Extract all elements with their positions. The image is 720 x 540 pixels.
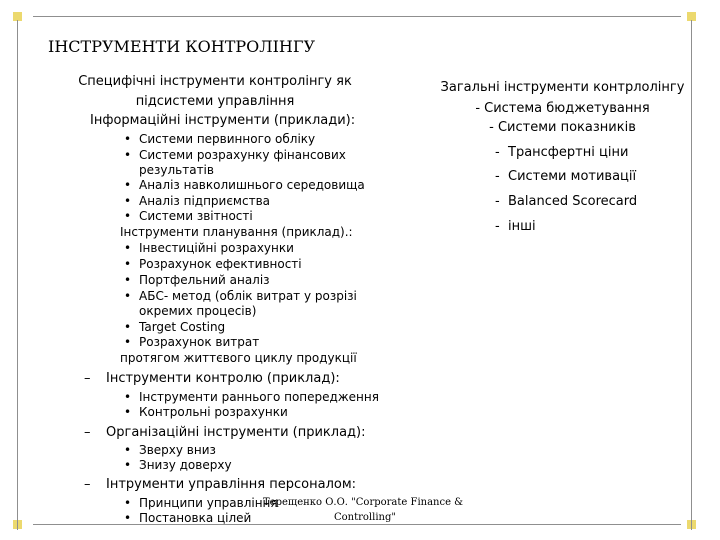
planning-item-continuation: окремих процесів) (139, 304, 257, 318)
frame-right-line (691, 20, 692, 530)
org-item: • Знизу доверху (139, 458, 232, 472)
planning-item-tail: протягом життєвого циклу продукції (120, 351, 357, 365)
control-item: • Контрольні розрахунки (139, 405, 288, 419)
info-tools-heading: Інформаційні інструменти (приклади): (90, 113, 356, 128)
citation-line1: Терещенко О.О. "Corporate Finance & (263, 497, 464, 508)
slide-title: ІНСТРУМЕНТИ КОНТРОЛІНГУ (48, 37, 316, 56)
control-item: • Інструменти раннього попередження (139, 390, 379, 404)
personnel-item: • Постановка цілей (139, 511, 251, 525)
org-item: • Зверху вниз (139, 443, 216, 457)
right-line-indicators: - Системи показників (489, 120, 636, 135)
right-line-budgeting: - Система бюджетування (475, 101, 650, 116)
info-item: • Системи звітності (139, 209, 253, 223)
personnel-item: • Принципи управління (139, 496, 278, 510)
info-item: • Аналіз навколишнього середовища (139, 178, 365, 192)
frame-top-line (33, 16, 681, 17)
info-item: • Системи розрахунку фінансових (139, 148, 346, 162)
planning-item: • Розрахунок витрат (139, 335, 259, 349)
right-item: - інші (508, 219, 536, 234)
right-item: - Balanced Scorecard (508, 194, 637, 209)
info-item: • Аналіз підприємства (139, 194, 270, 208)
right-item: - Трансфертні ціни (508, 145, 628, 160)
org-tools-heading: – Організаційні інструменти (приклад): (106, 425, 366, 440)
info-item-continuation: результатів (139, 163, 214, 177)
control-tools-heading: – Інструменти контролю (приклад): (106, 371, 340, 386)
citation-line2: Controlling" (334, 512, 396, 523)
planning-item: • АБС- метод (облік витрат у розрізі (139, 289, 357, 303)
right-item: - Системи мотивації (508, 169, 636, 184)
planning-item: • Інвестиційні розрахунки (139, 241, 294, 255)
planning-item: • Розрахунок ефективності (139, 257, 302, 271)
planning-item: • Target Costing (139, 320, 225, 334)
personnel-tools-heading: – Інтрументи управління персоналом: (106, 477, 356, 492)
left-heading-line2: підсистеми управління (135, 94, 295, 109)
frame-left-line (17, 20, 18, 530)
info-item: • Системи первинного обліку (139, 132, 315, 146)
planning-item: • Портфельний аналіз (139, 273, 270, 287)
planning-tools-heading: Інструменти планування (приклад).: (120, 225, 353, 239)
left-heading-line1: Специфічні інструменти контролінгу як (78, 74, 352, 89)
right-heading: Загальні інструменти контрлолінгу (440, 80, 685, 95)
